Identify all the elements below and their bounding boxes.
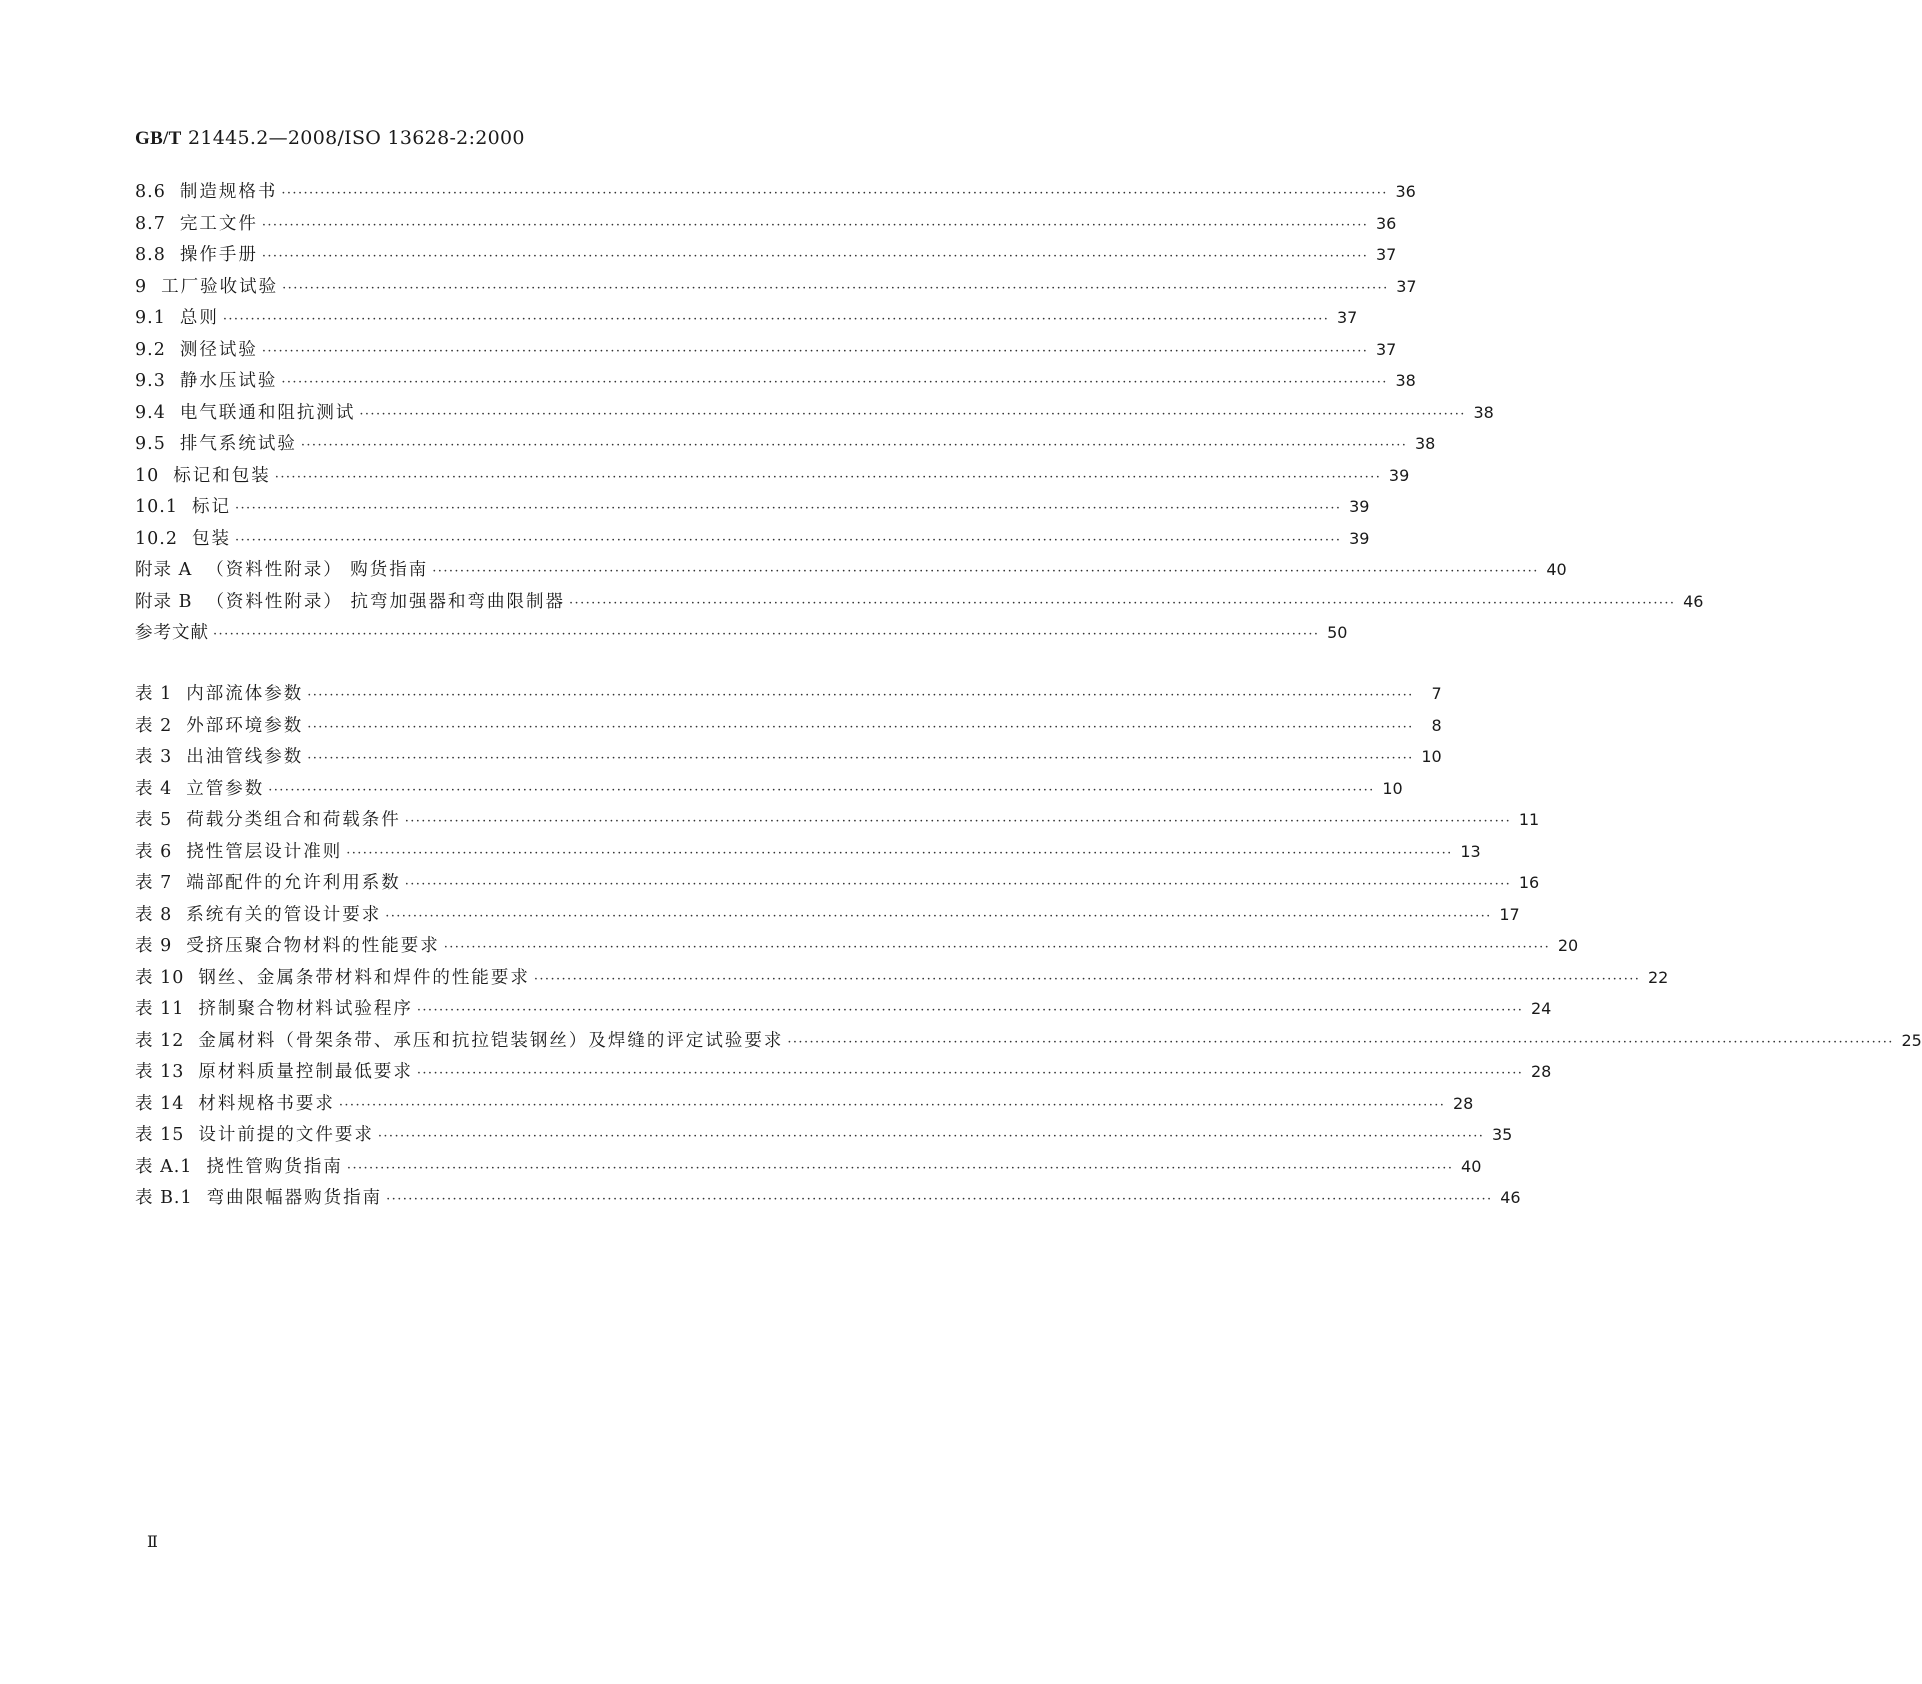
toc-entry-number: 表 6 [135,841,173,862]
toc-entry-page: 36 [1375,213,1397,233]
toc-table-entry[interactable] [135,901,1520,933]
dot-leader: ········································································································································································································ [307,719,1414,735]
toc-entry-page: 40 [1546,560,1567,579]
dot-leader: ········································································································································································································ [386,1192,1493,1207]
toc-entry-title: 内部流体参数 [186,684,304,704]
toc-table-entry[interactable] [135,1153,1482,1185]
document-header [135,127,525,150]
toc-entry-number: 表 3 [135,747,173,767]
toc-table-entry[interactable] [135,712,1442,744]
toc-entry-page: 38 [1473,402,1494,422]
toc-entry-number: 10.2 [135,528,178,549]
toc-entry-number: 9.2 [135,339,166,360]
dot-leader: ········································································································································································································ [213,627,1320,642]
toc-entry-title: 测径试验 [179,339,258,360]
dot-leader: ········································································································································································································ [281,186,1388,201]
toc-entry-title: 静水压试验 [179,371,278,391]
toc-entry[interactable] [135,304,1358,336]
dot-leader: ········································································································································································································ [533,971,1641,987]
dot-leader: ········································································································································································································ [268,782,1375,798]
dot-leader: ········································································································································································································ [307,751,1414,766]
toc-entry-page: 37 [1336,308,1358,327]
dot-leader: ········································································································································································································ [346,845,1453,861]
toc-entry-title: 设计前提的文件要求 [198,1125,374,1145]
toc-entry-page: 8 [1431,715,1442,735]
toc-table-entry[interactable] [135,1121,1513,1153]
toc-entry-title: 挠性管购货指南 [206,1156,343,1177]
toc-entry-number: 表 11 [135,999,185,1019]
toc-entry-number: 表 10 [135,967,185,988]
toc-entry[interactable] [135,241,1397,273]
toc-entry[interactable] [135,493,1370,525]
toc-entry-number: 10 [135,465,160,486]
dot-leader: ········································································································································································································ [282,280,1389,296]
toc-entry-number: 8.6 [135,182,166,202]
toc-entry-page: 39 [1388,465,1410,485]
dot-leader: ········································································································································································································ [404,877,1512,892]
toc-entry-title: 工厂验收试验 [161,276,279,297]
toc-entry[interactable] [135,556,1567,588]
toc-entry[interactable] [135,273,1417,305]
dot-leader: ········································································································································································································ [274,469,1382,485]
toc-entry[interactable] [135,210,1397,242]
toc-table-entry[interactable] [135,1184,1521,1216]
toc-entry-title: 受挤压聚合物材料的性能要求 [186,936,440,956]
dot-leader: ········································································································································································································ [234,532,1342,548]
toc-entry-page: 37 [1375,339,1397,359]
dot-leader: ········································································································································································································ [261,217,1369,233]
toc-entry[interactable] [135,588,1704,620]
toc-entry-number: 表 8 [135,904,173,925]
dot-leader: ········································································································································································································ [281,375,1388,390]
toc-entry-title: 原材料质量控制最低要求 [198,1062,413,1082]
dot-leader: ········································································································································································································ [416,1066,1524,1081]
dot-leader: ········································································································································································································ [404,814,1512,829]
dot-leader: ········································································································································································································ [569,595,1676,611]
toc-tables-list [135,680,1922,1216]
toc-entry-page: 37 [1375,245,1397,264]
toc-entry-title: 总则 [179,308,219,328]
toc-entry-title: 外部环境参数 [186,715,304,736]
toc-entry-title: 制造规格书 [179,182,278,202]
toc-entry[interactable] [135,430,1436,462]
toc-entry-title: 立管参数 [186,778,265,799]
toc-entry-page: 28 [1530,1062,1552,1081]
toc-entry-number: 表 14 [135,1093,185,1114]
toc-entry-page: 17 [1499,904,1520,924]
toc-entry-title: （资料性附录） 抗弯加强器和弯曲限制器 [206,591,565,612]
toc-table-entry[interactable] [135,680,1442,712]
toc-entry-title: 完工文件 [179,213,258,234]
toc-entry-number: 表 7 [135,873,173,893]
dot-leader: ········································································································································································································ [443,940,1551,955]
toc-entry-page: 46 [1683,591,1704,611]
toc-entry-title: 操作手册 [179,245,258,265]
toc-entry-page: 39 [1349,497,1370,516]
toc-entry-page: 10 [1421,747,1442,766]
toc-entry[interactable] [135,399,1494,431]
toc-entry-number: 表 12 [135,1030,185,1051]
toc-entry-number: 附录 A [135,560,193,580]
toc-entry-title: 端部配件的允许利用系数 [186,873,401,893]
dot-leader: ········································································································································································································ [787,1034,1894,1050]
toc-table-entry[interactable] [135,838,1481,870]
toc-entry-title: 弯曲限幅器购货指南 [206,1188,383,1208]
dot-leader: ········································································································································································································ [346,1160,1454,1176]
dot-leader: ········································································································································································································ [261,343,1369,359]
toc-entry-number: 8.7 [135,213,166,234]
dot-leader: ········································································································································································································ [385,908,1492,924]
page-number: Ⅱ [147,1532,158,1551]
toc-entry-page: 28 [1452,1093,1474,1113]
toc-entry-number: 表 B.1 [135,1188,193,1208]
toc-table-entry[interactable] [135,869,1540,901]
toc-entry-number: 9.5 [135,434,166,454]
toc-entry[interactable] [135,462,1410,494]
toc-entry-number: 附录 B [135,591,193,612]
toc-entry-page: 24 [1530,999,1552,1018]
dot-leader: ········································································································································································································ [234,501,1342,516]
toc-entry-page: 11 [1518,810,1540,829]
toc-entry-number: 参考文献 [135,623,209,643]
toc-entry-title: 系统有关的管设计要求 [186,904,382,925]
toc-entry-number: 表 2 [135,715,173,736]
dot-leader: ········································································································································································································ [359,406,1466,422]
toc-entry-page: 20 [1557,936,1579,955]
toc-entry-number: 10.1 [135,497,178,517]
dot-leader: ········································································································································································································ [416,1003,1524,1018]
toc-table-entry[interactable] [135,1058,1552,1090]
standard-code: GB/T [135,128,182,149]
dot-leader: ········································································································································································································ [300,438,1408,453]
toc-table-entry[interactable] [135,1090,1474,1122]
toc-table-entry[interactable] [135,743,1442,775]
toc-entry-page: 46 [1500,1188,1521,1207]
toc-entry-page: 38 [1414,434,1436,453]
toc-entry[interactable] [135,525,1370,557]
toc-table-entry[interactable] [135,932,1579,964]
toc-table-entry[interactable] [135,775,1403,807]
toc-entry-number: 表 15 [135,1125,185,1145]
toc-entry-number: 8.8 [135,245,166,265]
toc-entry-number: 9 [135,276,148,297]
dot-leader: ········································································································································································································ [377,1129,1485,1144]
toc-entry-title: 标记 [191,497,231,517]
toc-entry-title: 荷载分类组合和荷载条件 [186,810,401,830]
dot-leader: ········································································································································································································ [432,564,1539,579]
toc-entry-page: 50 [1327,623,1348,642]
toc-entry-title: 挤制聚合物材料试验程序 [198,999,413,1019]
toc-entry[interactable] [135,619,1348,651]
toc-entry-page: 38 [1395,371,1416,390]
toc-entry-title: （资料性附录） 购货指南 [206,560,429,580]
toc-entry-page: 7 [1431,684,1442,703]
toc-entry-page: 22 [1647,967,1669,987]
toc-entry[interactable] [135,178,1416,210]
dot-leader: ········································································································································································································ [307,688,1414,703]
toc-sections-list [135,178,1704,651]
toc-table-entry[interactable] [135,1027,1922,1059]
dot-leader: ········································································································································································································ [222,312,1330,327]
standard-number: 21445.2—2008/ISO 13628-2:2000 [187,127,525,149]
dot-leader: ········································································································································································································ [338,1097,1446,1113]
toc-entry-number: 9.3 [135,371,166,391]
toc-entry[interactable] [135,336,1397,368]
toc-entry-page: 37 [1396,276,1417,296]
toc-entry-title: 出油管线参数 [186,747,304,767]
toc-entry-number: 表 9 [135,936,173,956]
toc-entry-page: 13 [1460,841,1481,861]
toc-entry-page: 39 [1349,528,1370,548]
toc-entry-number: 表 1 [135,684,173,704]
toc-table-entry[interactable] [135,995,1552,1027]
toc-entry-number: 表 5 [135,810,173,830]
toc-table-entry[interactable] [135,806,1540,838]
toc-entry-page: 16 [1518,873,1540,892]
toc-entry-number: 表 A.1 [135,1156,193,1177]
toc-entry-number: 表 13 [135,1062,185,1082]
toc-entry-number: 9.1 [135,308,166,328]
toc-entry-title: 钢丝、金属条带材料和焊件的性能要求 [198,967,530,988]
toc-entry-page: 36 [1395,182,1416,201]
toc-entry-title: 电气联通和阻抗测试 [179,402,356,423]
toc-table-entry[interactable] [135,964,1669,996]
toc-entry-page: 25 [1901,1030,1922,1050]
toc-entry-page: 40 [1461,1156,1482,1176]
toc-entry-number: 9.4 [135,402,166,423]
toc-entry-title: 材料规格书要求 [198,1093,335,1114]
toc-entry-number: 表 4 [135,778,173,799]
dot-leader: ········································································································································································································ [261,249,1369,264]
toc-entry-title: 金属材料（骨架条带、承压和抗拉铠装钢丝）及焊缝的评定试验要求 [198,1030,784,1051]
toc-entry-title: 包装 [191,528,231,549]
toc-entry-title: 排气系统试验 [179,434,297,454]
toc-entry-page: 35 [1491,1125,1513,1144]
toc-entry-title: 标记和包装 [173,465,271,486]
toc-entry[interactable] [135,367,1416,399]
toc-entry-title: 挠性管层设计准则 [186,841,343,862]
toc-entry-page: 10 [1382,778,1403,798]
